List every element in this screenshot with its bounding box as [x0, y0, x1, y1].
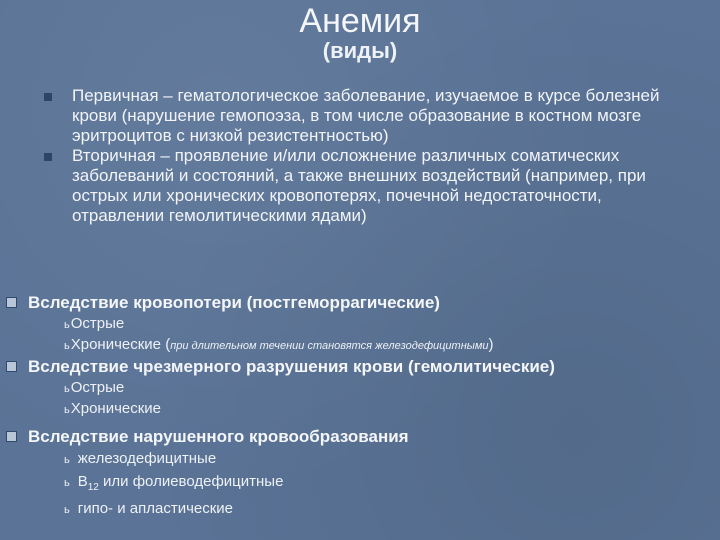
item-note: при длительном течении становятся железодефицитными	[170, 340, 489, 352]
anemia-types	[6, 292, 716, 521]
list-item	[6, 498, 716, 521]
bullet-mark: ь	[64, 454, 70, 466]
item-close: )	[488, 336, 494, 353]
section-heading-blood-loss: Вследствие кровопотери (постгеморрагические)	[6, 292, 716, 314]
item-subscript: 12	[87, 482, 99, 493]
item-text: Острые	[70, 315, 125, 332]
item-text: гипо- и апластические	[77, 500, 234, 517]
list-item	[6, 314, 716, 335]
page-title: Анемия	[299, 2, 421, 40]
bullet-secondary	[44, 146, 684, 226]
bullet-text: Первичная – гематологическое заболевание, изучаемое в курсе болезней крови (нарушение гемопоэза, в том числе образование в костном мозге эритроцитов с низкой резистентностью)	[72, 86, 660, 145]
list-item	[6, 448, 716, 471]
page-subtitle: (виды)	[322, 38, 398, 63]
item-text: Острые	[70, 379, 125, 396]
bullet-mark: ь	[64, 477, 70, 489]
item-text: Хронические	[70, 400, 162, 417]
bullet-primary	[44, 86, 684, 146]
item-text: железодефицитные	[77, 450, 217, 467]
bullet-mark: ь	[64, 504, 70, 516]
list-item	[6, 399, 716, 420]
list-item	[6, 471, 716, 498]
list-item	[6, 378, 716, 399]
square-bullet-icon	[44, 153, 52, 161]
bullet-mark: ь	[64, 383, 70, 395]
item-text: Хронические (	[70, 336, 171, 353]
item-text-pre: В	[77, 473, 88, 490]
section-heading-hemolytic: Вследствие чрезмерного разрушения крови (гемолитические)	[6, 356, 716, 378]
bullet-mark: ь	[64, 404, 70, 416]
bullet-mark: ь	[64, 319, 70, 331]
item-text-post: или фолиеводефицитные	[98, 473, 284, 490]
checkbox-bullet-icon	[6, 431, 17, 442]
square-bullet-icon	[44, 93, 52, 101]
intro-bullet-list	[44, 86, 684, 226]
checkbox-bullet-icon	[6, 361, 17, 372]
list-item	[6, 335, 716, 356]
bullet-text: Вторичная – проявление и/или осложнение различных соматических заболеваний и состояний, а также внешних воздействий (например, при острых или хронических кровопотерях, почечной недостаточности, отравлении гемолитическими ядами)	[72, 146, 646, 225]
bullet-mark: ь	[64, 340, 70, 352]
section-heading-impaired-formation: Вследствие нарушенного кровообразования	[6, 426, 716, 448]
checkbox-bullet-icon	[6, 297, 17, 308]
